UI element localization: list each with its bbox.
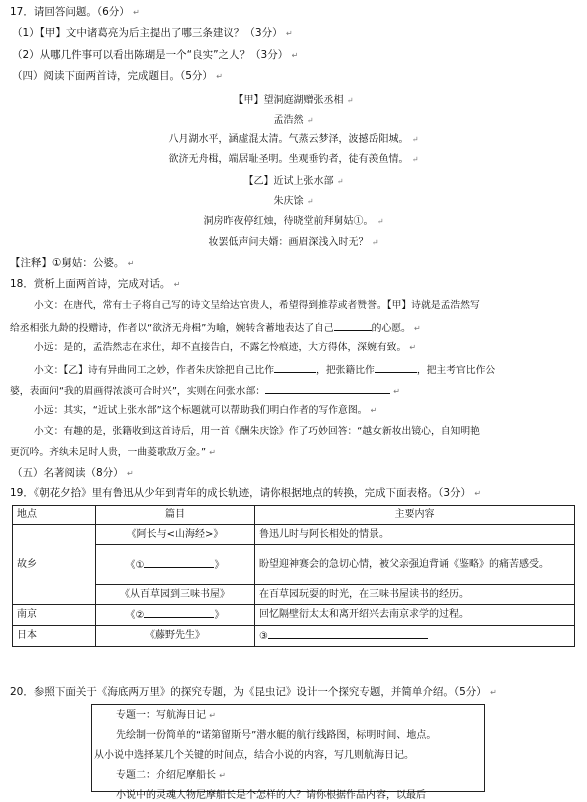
q18-paragraph2: 小远：是的，孟浩然志在求仕，却不直接告白，不露乞怜痕迹，大方得体，深婉有致。 ↵: [34, 342, 417, 353]
table-header-row: [13, 506, 575, 525]
q19-title: 19．《朝花夕拾》里有鲁迅从少年到青年的成长轨迹，请你根据地点的转换，完成下面表格。（3分） ↵: [10, 487, 482, 499]
answer-blank-3[interactable]: [375, 362, 417, 373]
content-cell: 盼望迎神赛会的急切心情，被父亲强迫背诵《鉴略》的痛苦感受。: [255, 545, 575, 585]
q17-item2: （2）从哪几件事可以看出陈瑚是一个“良实”之人？（3分） ↵: [12, 49, 299, 61]
q18-paragraph5-line1: 小文：有趣的是，张籍收到这首诗后，用一首《酬朱庆馀》作了巧妙回答：“越女新妆出镜心，自知明艳: [34, 426, 480, 437]
content-cell: 在百草园玩耍的时光，在三味书屋读书的经历。: [255, 585, 575, 605]
answer-blank-1[interactable]: [334, 320, 372, 331]
topic1-line2: 从小说中选择某几个关键的时间点，结合小说的内容，写几则航海日记。: [94, 750, 414, 761]
poemA-header: 【甲】望洞庭湖赠张丞相 ↵: [233, 95, 354, 106]
header-content: 主要内容: [255, 506, 575, 525]
header-place: 地点: [13, 506, 96, 525]
table-row: [13, 626, 575, 647]
q20-title: 20．参照下面关于《海底两万里》的探究专题，为《昆虫记》设计一个探究专题，并简单介绍。（5分） ↵: [10, 686, 497, 698]
q18-paragraph3-line2: 婆，表面问“我的眉画得浓淡可合时兴”，实则在问张水部： ↵: [10, 383, 400, 398]
table-row: [13, 605, 575, 626]
table-row: [13, 585, 575, 605]
q18-paragraph5-line2: 更沉吟。齐纨未足时人贵，一曲菱歌敌万金。” ↵: [10, 447, 216, 458]
place-japan: 日本: [13, 626, 96, 647]
q18-paragraph1-line1: 小文：在唐代，常有士子将自己写的诗文呈给达官贵人，希望得到推荐或者赞誉。【甲】诗就是孟浩然写: [34, 300, 480, 311]
poemB-author: 朱庆馀 ↵: [273, 196, 314, 207]
place-nanjing: 南京: [13, 605, 96, 626]
topic2-line1: 小说中的灵魂人物尼摩船长是个怎样的人？请你根据作品内容，以最后: [116, 790, 426, 801]
section5-title: （五）名著阅读（8分） ↵: [12, 467, 134, 479]
answer-blank-7[interactable]: [268, 628, 428, 639]
poemB-header: 【乙】近试上张水部 ↵: [243, 176, 344, 187]
content-cell-blank-3: ③: [255, 626, 575, 647]
answer-blank-6[interactable]: [144, 607, 214, 618]
title-cell-blank-2: 《② 》: [96, 605, 255, 626]
table-row: [13, 525, 575, 545]
poemA-line1: 八月湖水平，涵虚混太清。气蒸云梦泽，波撼岳阳城。 ↵: [168, 134, 419, 145]
content-cell: 回忆隔壁衍太太和离开绍兴去南京求学的过程。: [255, 605, 575, 626]
section4-title: （四）阅读下面两首诗，完成题目。（5分） ↵: [12, 70, 223, 82]
poemA-author: 孟浩然 ↵: [273, 115, 314, 126]
title-cell: 《阿长与<山海经>》: [96, 525, 255, 545]
poem-note: 【注释】①舅姑：公婆。 ↵: [10, 257, 135, 269]
topic1-line1: 先绘制一份简单的“诺第留斯号”潜水艇的航行线路图，标明时间、地点。: [116, 730, 437, 741]
q18-paragraph3-line1: 小文：【乙】诗有异曲同工之妙，作者朱庆馀把自己比作 ，把张籍比作 ，把主考官比作公: [34, 362, 495, 377]
answer-blank-5[interactable]: [144, 557, 214, 568]
table-row: [13, 545, 575, 585]
q19-table: [12, 505, 575, 647]
header-title: 篇目: [96, 506, 255, 525]
place-hometown: 故乡: [13, 525, 96, 605]
q17-title: 17．请回答问题。（6分） ↵: [10, 6, 140, 18]
poemA-line2: 欲济无舟楫，端居耻圣明。坐观垂钓者，徒有羡鱼情。 ↵: [168, 154, 419, 165]
topic2-title: 专题二：介绍尼摩船长 ↵: [116, 770, 226, 781]
q17-item1: （1）【甲】文中诸葛亮为后主提出了哪三条建议？（3分） ↵: [12, 27, 293, 39]
q18-paragraph1-line2: 给丞相张九龄的投赠诗，作者以“欲济无舟楫”为喻，婉转含蓄地表达了自己 的心愿。 ↵: [10, 320, 421, 335]
q20-example-box: [91, 704, 485, 801]
title-cell: 《从百草园到三味书屋》: [96, 585, 255, 605]
title-cell-blank-1: 《① 》: [96, 545, 255, 585]
answer-blank-2[interactable]: [274, 362, 316, 373]
poemB-line1: 洞房昨夜停红烛，待晓堂前拜舅姑①。 ↵: [203, 216, 384, 227]
q18-title: 18．赏析上面两首诗，完成对话。 ↵: [10, 278, 181, 290]
answer-blank-4[interactable]: [265, 383, 390, 394]
poemB-line2: 妆罢低声问夫婿：画眉深浅入时无？ ↵: [208, 237, 379, 248]
title-cell: 《藤野先生》: [96, 626, 255, 647]
q18-paragraph4: 小远：其实，“近试上张水部”这个标题就可以帮助我们明白作者的写作意图。 ↵: [34, 405, 378, 416]
content-cell: 鲁迅儿时与阿长相处的情景。: [255, 525, 575, 545]
topic1-title: 专题一：写航海日记 ↵: [116, 710, 216, 721]
